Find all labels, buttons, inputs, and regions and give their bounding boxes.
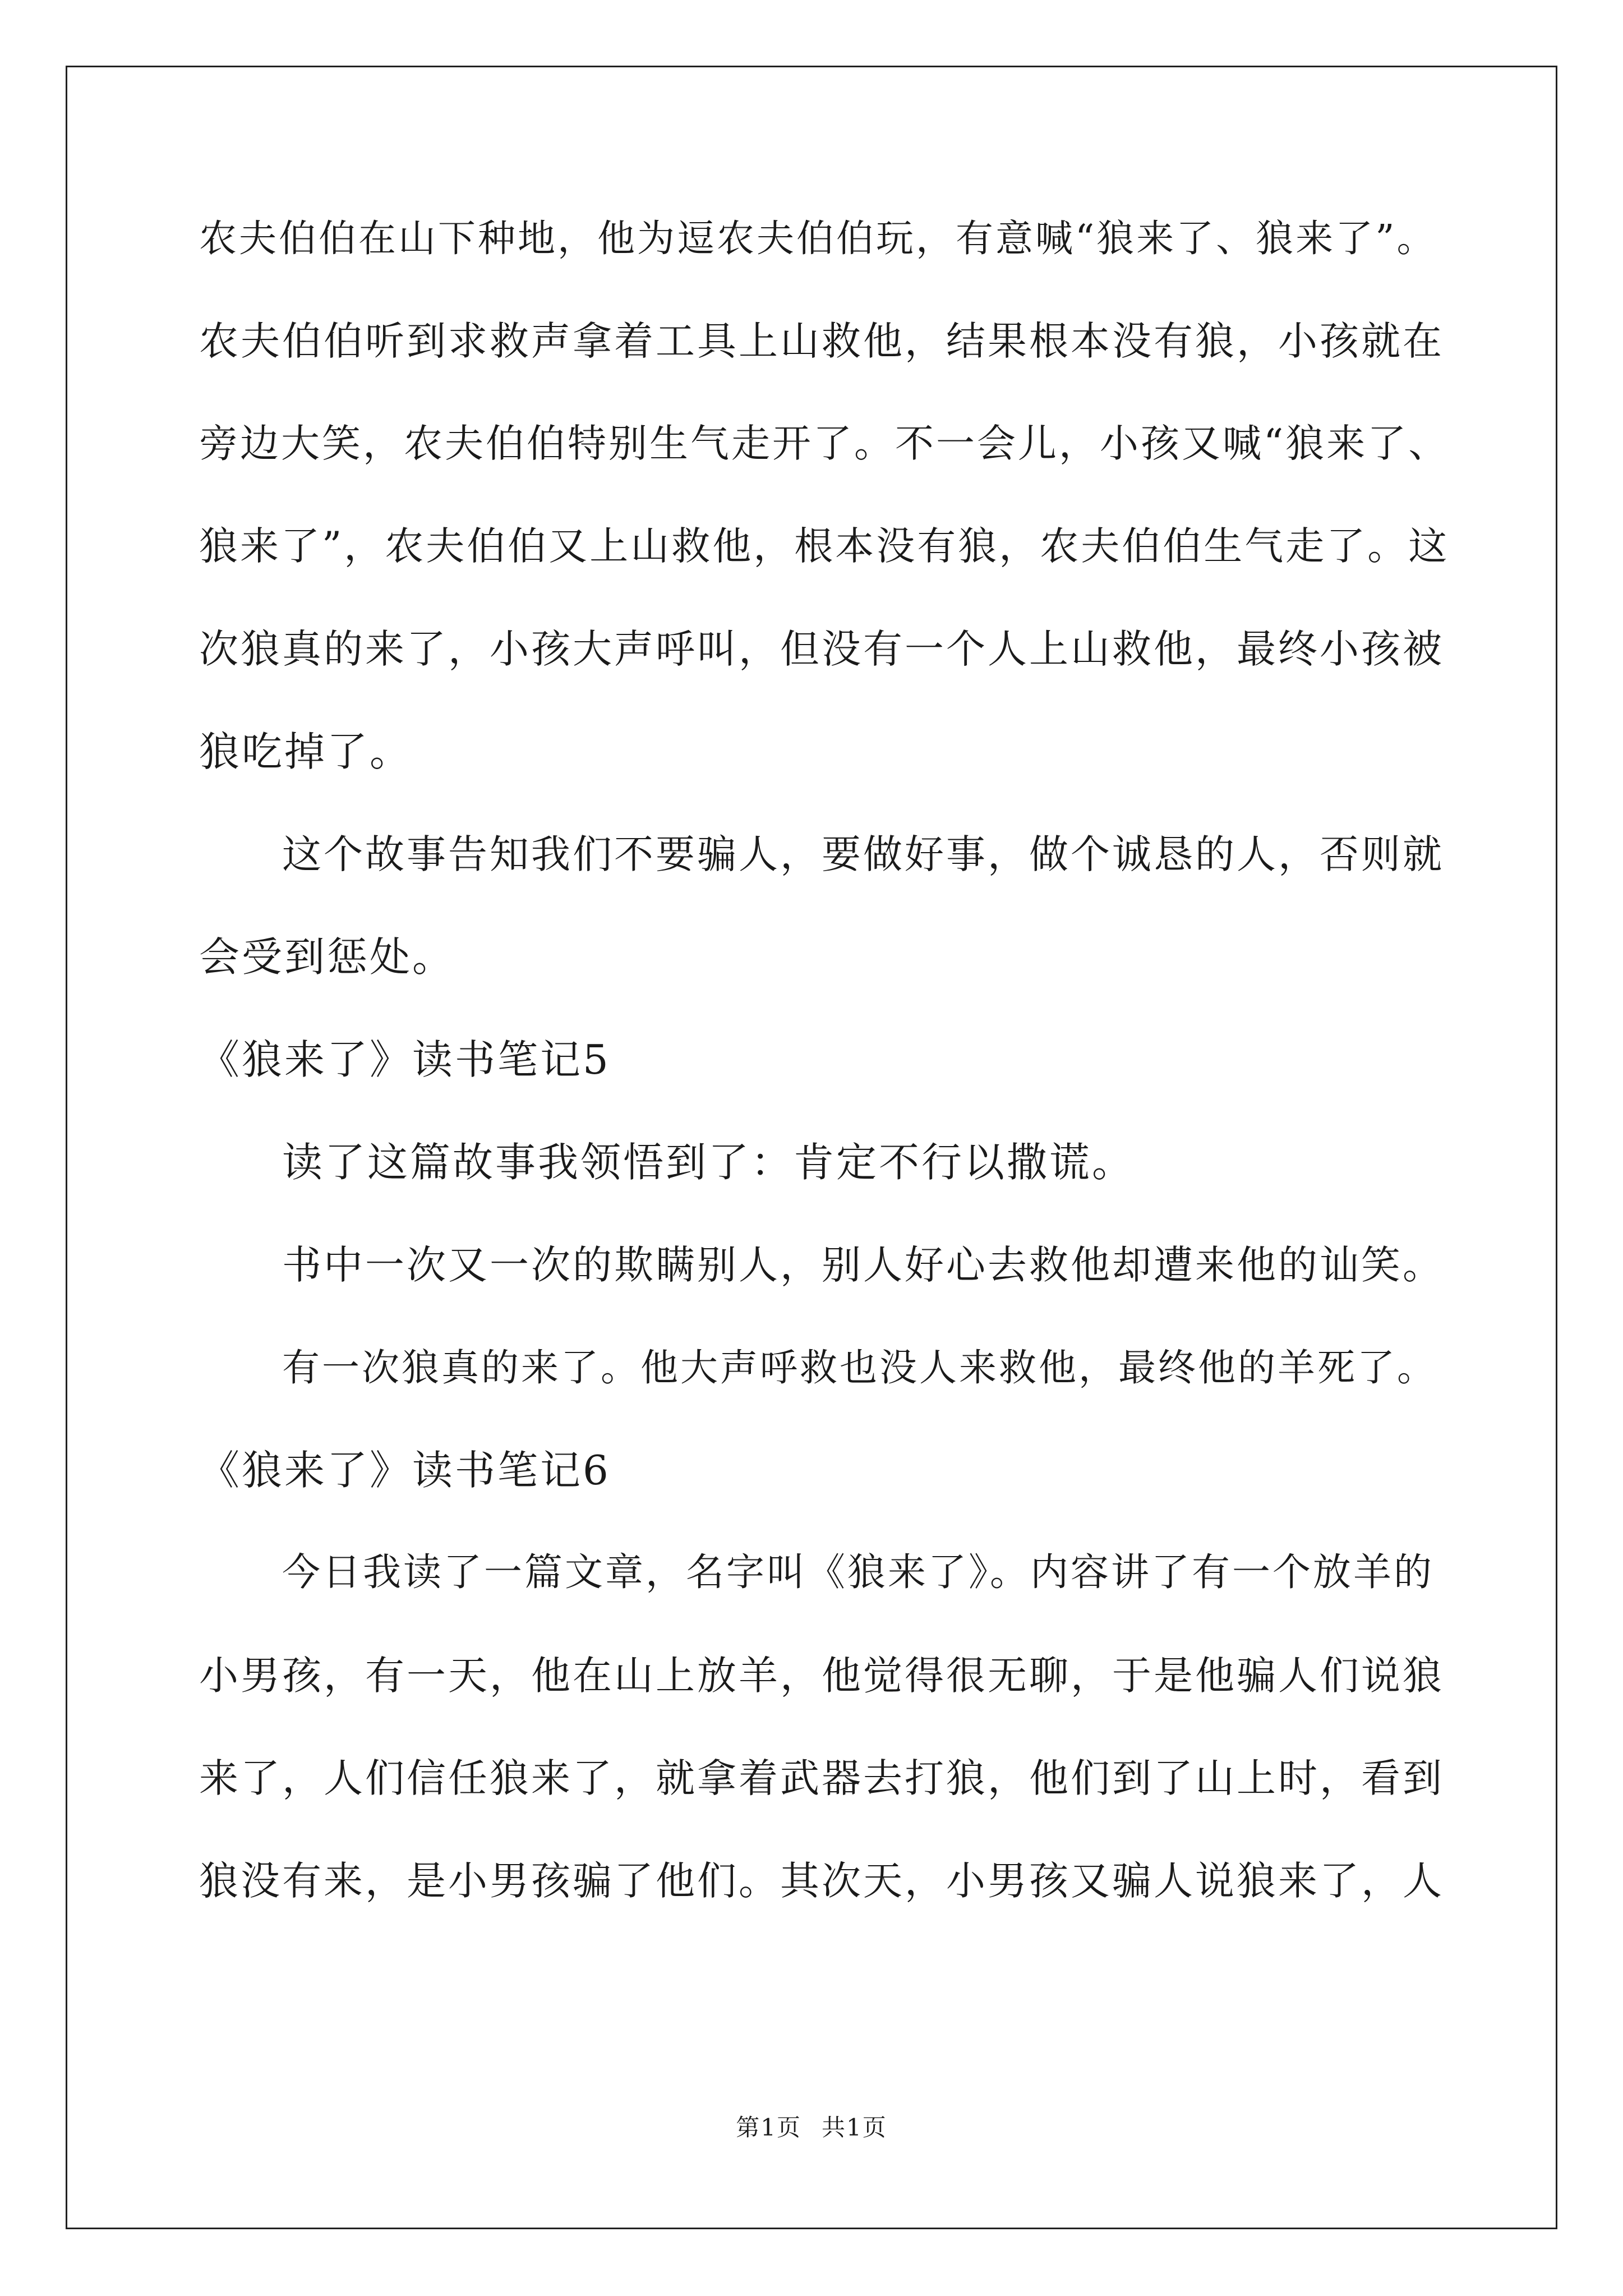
paragraph-line: 次狼真的来了，小孩大声呼叫，但没有一个人上山救他，最终小孩被	[199, 626, 1444, 672]
paragraph-line: 小男孩，有一天，他在山上放羊，他觉得很无聊，于是他骗人们说狼	[199, 1653, 1444, 1699]
paragraph-line: 来了，人们信任狼来了，就拿着武器去打狼，他们到了山上时，看到	[199, 1755, 1444, 1801]
paragraph-line: 会受到惩处。	[199, 933, 455, 981]
paragraph-line: 书中一次又一次的欺瞒别人，别人好心去救他却遭来他的讪笑。	[282, 1242, 1444, 1288]
paragraph-line: 读了这篇故事我领悟到了：肯定不行以撒谎。	[282, 1139, 1135, 1186]
section-heading: 《狼来了》读书笔记6	[199, 1447, 611, 1494]
page-total: 共1页	[822, 2114, 887, 2141]
paragraph-line: 有一次狼真的来了。他大声呼救也没人来救他，最终他的羊死了。	[282, 1346, 1437, 1389]
paragraph-line: 狼没有来，是小男孩骗了他们。其次天，小男孩又骗人说狼来了，人	[199, 1858, 1444, 1904]
page-number: 第1页	[736, 2114, 801, 2141]
paragraph-line: 这个故事告知我们不要骗人，要做好事，做个诚恳的人，否则就	[282, 831, 1444, 877]
paragraph-line: 农夫伯伯听到求救声拿着工具上山救他，结果根本没有狼，小孩就在	[199, 318, 1444, 364]
page-footer	[0, 2109, 1623, 2143]
paragraph-line: 农夫伯伯在山下种地，他为逗农夫伯伯玩，有意喊“狼来了、狼来了”。	[199, 217, 1437, 260]
section-heading: 《狼来了》读书笔记5	[199, 1036, 611, 1083]
paragraph-line: 狼来了”，农夫伯伯又上山救他，根本没有狼，农夫伯伯生气走了。这	[199, 524, 1450, 569]
paragraph-line: 旁边大笑，农夫伯伯特别生气走开了。不一会儿，小孩又喊“狼来了、	[199, 421, 1450, 466]
paragraph-line: 狼吃掉了。	[199, 728, 413, 775]
paragraph-line: 今日我读了一篇文章，名字叫《狼来了》。内容讲了有一个放羊的	[282, 1550, 1435, 1595]
